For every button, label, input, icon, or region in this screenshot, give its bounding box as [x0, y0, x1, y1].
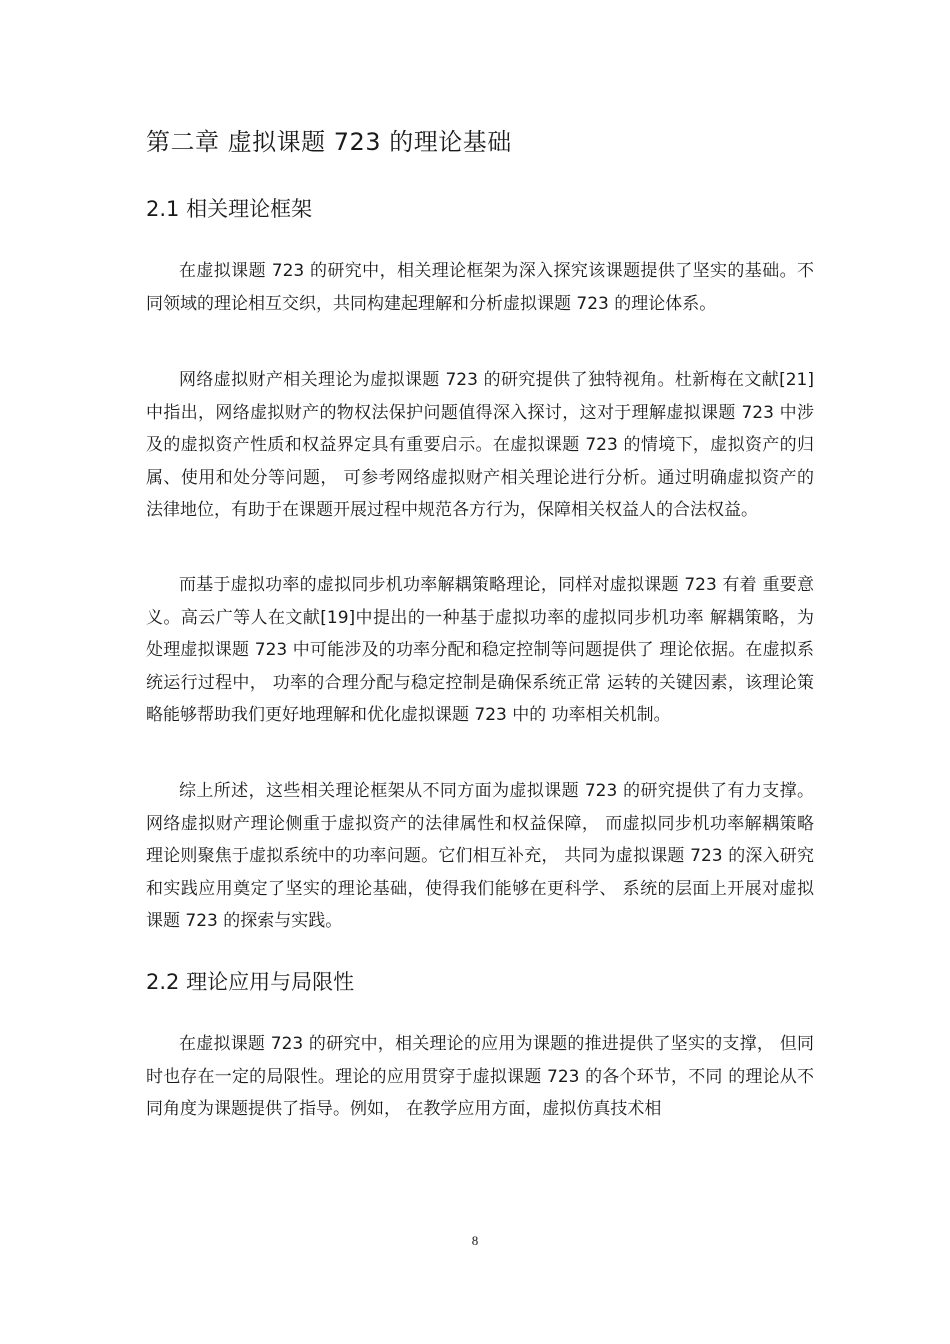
paragraph: 在虚拟课题 723 的研究中，相关理论的应用为课题的推进提供了坚实的支撑， 但同时也存在一定的局限性。理论的应用贯穿于虚拟课题 723 的各个环节，不同 的理论从不同角度为课题提供了指导。例如， 在教学应用方面，虚拟仿真技术相 — [146, 1034, 814, 1119]
paragraph: 在虚拟课题 723 的研究中，相关理论框架为深入探究该课题提供了坚实的基础。不同领域的理论相互交织，共同构建起理解和分析虚拟课题 723 的理论体系。 — [146, 261, 814, 314]
page-number: 8 — [471, 1233, 479, 1248]
paragraph: 综上所述，这些相关理论框架从不同方面为虚拟课题 723 的研究提供了有力支撑。网络虚拟财产理论侧重于虚拟资产的法律属性和权益保障， 而虚拟同步机功率解耦策略理论则聚焦于虚拟系统中的功率问题。它们相互补充， 共同为虚拟课题 723 的深入研究和实践应用奠定了坚实的理论基础，使得我们能够在更科学、 系统的层面上开展对虚拟课题 723 的探索与实践。 — [146, 781, 814, 931]
paragraph: 而基于虚拟功率的虚拟同步机功率解耦策略理论，同样对虚拟课题 723 有着 重要意义。高云广等人在文献[19]中提出的一种基于虚拟功率的虚拟同步机功率 解耦策略，为处理虚拟课题 723 中可能涉及的功率分配和稳定控制等问题提供了 理论依据。在虚拟系统运行过程中， 功率的合理分配与稳定控制是确保系统正常 运转的关键因素，该理论策略能够帮助我们更好地理解和优化虚拟课题 723 中的 功率相关机制。 — [146, 575, 814, 725]
chapter-title: 第二章 虚拟课题 723 的理论基础 — [146, 128, 512, 156]
paragraph: 网络虚拟财产相关理论为虚拟课题 723 的研究提供了独特视角。杜新梅在文献[21]中指出，网络虚拟财产的物权法保护问题值得深入探讨，这对于理解虚拟课题 723 中涉及的虚拟资产性质和权益界定具有重要启示。在虚拟课题 723 的情境下，虚拟资产的归属、使用和处分等问题， 可参考网络虚拟财产相关理论进行分析。通过明确虚拟资产的法律地位，有助于在课题开展过程中规范各方行为，保障相关权益人的合法权益。 — [146, 370, 814, 520]
section-title-2-2: 2.2 理论应用与局限性 — [146, 970, 355, 994]
section-title-2-1: 2.1 相关理论框架 — [146, 197, 313, 221]
